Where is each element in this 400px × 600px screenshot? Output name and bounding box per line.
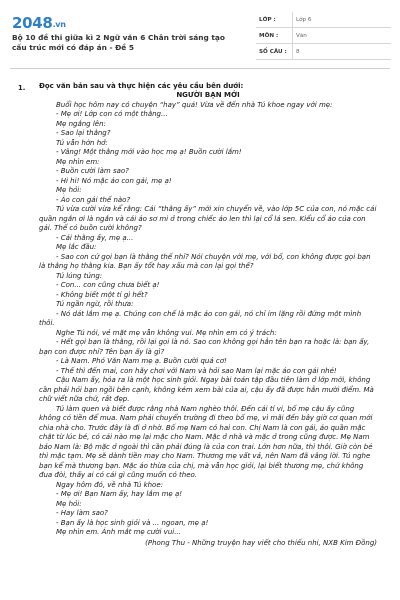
- site-logo[interactable]: [12, 14, 66, 32]
- story-paragraph: Mẹ hỏi:: [56, 499, 82, 508]
- document-title: Bộ 10 đề thi giữa kì 2 Ngữ văn 6 Chân trời sáng tạo cấu trúc mới có đáp án - Đề 5: [12, 33, 225, 52]
- story-paragraph: Mẹ nhìn em. Ánh mắt mẹ cười vui...: [56, 528, 181, 536]
- logo-text: 2048: [12, 14, 53, 32]
- question-body: [39, 82, 377, 548]
- meta-value: Văn: [293, 28, 392, 44]
- story-paragraph: - Sao lại thằng?: [56, 129, 111, 137]
- meta-label: MÔN :: [256, 28, 293, 44]
- story-paragraph: - Hi hi! Nó mặc áo con gái, mẹ ạ!: [56, 176, 172, 185]
- meta-value: 8: [293, 44, 392, 60]
- story-paragraph: - Là Nam. Phó Văn Nam mẹ ạ. Buồn cười quá cơ!: [56, 357, 227, 365]
- story-title: NGƯỜI BẠN MỚI: [176, 91, 240, 99]
- story-text: [39, 101, 377, 538]
- meta-label: SỐ CÂU :: [256, 44, 293, 60]
- story-paragraph: Tú làm quen và biết được rằng nhà Nam nghèo thôi. Đến cái tí vi, bố mẹ cậu ấy cũng không có tiền để mua. Nam phải chuyển trường đi theo bố mẹ, vì mãi đến bây giờ cơ quan mới chia nhà cho. Trước đây là đi ở nhờ. Bố mẹ Nam có hai con. Chị Nam là con gái, áo quần mặc chật từ lúc bé, có cái nào mẹ lại mặc cho Nam. Mặc ở nhà và mặc ở trong cũng được. Mẹ Nam bảo Nam là: Bộ mặc ở ngoài thì cần phải đúng là của con trai. Lớn hơn nữa, thì thôi. Giờ còn bé thì mặc tạm. Mẹ sẽ dành tiền may cho Nam. Thương mẹ vất vả, nên Nam đã vâng lời. Tú nghe bạn kể mà thương bạn. Mặc áo thừa của chị, mà vẫn học giỏi, lại biết thương mẹ, chứ không đua đòi, thấy ai có cái gì cũng muốn có theo.: [39, 404, 373, 479]
- story-paragraph: Tú lúng túng:: [56, 271, 103, 280]
- story-paragraph: - Hay làm sao?: [56, 509, 108, 517]
- story-paragraph: - Sao con cứ gọi bạn là thằng thế nhỉ? Nói chuyện với mẹ, với bố, con không được gọi bạn là thằng họ thằng kia. Bạn ấy tốt hay xấu mà con lại gọi thế?: [39, 252, 371, 270]
- question-prompt: Đọc văn bản sau và thực hiện các yêu cầu bên dưới:: [39, 82, 244, 90]
- story-paragraph: - Nó dát lắm mẹ ạ. Chúng con chế là mặc áo con gái, nó chỉ im lặng rồi đứng một mình thôi.: [39, 309, 362, 327]
- story-paragraph: Ngay hôm đó, về nhà Tú khoe:: [56, 480, 164, 489]
- story-paragraph: Tú vẫn hớn hở:: [56, 138, 108, 147]
- story-paragraph: - Bạn ấy là học sinh giỏi và ... ngoan, mẹ ạ!: [56, 518, 209, 527]
- meta-row-subject: [256, 28, 391, 44]
- story-paragraph: Mẹ ngắng lên:: [56, 119, 106, 128]
- story-paragraph: - Thế thì đến mai, con hãy chơi với Nam và hỏi sao Nam lại mặc áo con gái nhé!: [56, 366, 337, 375]
- story-paragraph: - Mẹ ơi! Bạn Nam ấy, hay lắm mẹ ạ!: [56, 490, 183, 498]
- story-paragraph: - Mẹ ơi! Lớp con có một thằng...: [56, 110, 168, 118]
- story-paragraph: Mẹ hỏi:: [56, 186, 82, 194]
- story-paragraph: - Hết gọi bạn là thằng, rồi lại gọi là nó. Sao con không gọi hẳn tên bạn ra hoặc là: bạn ấy, bạn con được nhỉ? Tên bạn ấy là gì?: [39, 338, 370, 356]
- story-paragraph: - Không biết một tí gì hết?: [56, 290, 148, 299]
- story-paragraph: Cậu Nam ấy, hóa ra là một học sinh giỏi. Ngay bài toán tập đầu tiên làm ở lớp mới, không cần phải hỏi bạn ngồi bên cạnh, không kém xem bài của ai, cậu ấy đã được hẳn mười điểm. Mà chữ viết nữa chứ, rất đẹp.: [39, 376, 374, 403]
- story-paragraph: Mẹ nhìn em:: [56, 157, 100, 166]
- meta-table: [256, 12, 391, 60]
- story-paragraph: - Cái thằng ấy, mẹ ạ...: [56, 233, 134, 242]
- meta-label: LỚP :: [256, 12, 293, 28]
- meta-value: Lớp 6: [293, 12, 392, 28]
- meta-row-class: [256, 12, 391, 28]
- story-paragraph: Tú vừa cười vừa kể rằng: Cái “thằng ấy” mới xin chuyển về, vào lớp 5C của con, nó mặc cái quần ngắn ơi là ngắn và cái áo sơ mi ở trong chiếc áo len thì lại cổ lá sen. Kiểu cổ áo của con gái. Thế có buồn cười không?: [39, 205, 377, 232]
- story-source: (Phong Thu - Những truyện hay viết cho thiếu nhi, NXB Kim Đồng): [145, 538, 377, 547]
- story-paragraph: Mẹ lắc đầu:: [56, 243, 97, 251]
- story-paragraph: - Vâng! Một thằng mới vào học mẹ ạ! Buồn cười lắm!: [56, 148, 242, 156]
- question-number: 1.: [18, 84, 26, 92]
- story-paragraph: - Buồn cười làm sao?: [56, 167, 129, 175]
- story-paragraph: Buổi học hôm nay có chuyện “hay” quá! Vừa về đến nhà Tú khoe ngay với mẹ:: [56, 100, 333, 109]
- story-paragraph: - Con... con cũng chưa biết ạ!: [56, 281, 160, 289]
- story-paragraph: Tú ngần ngừ, rồi thưa:: [56, 300, 134, 308]
- meta-row-question-count: [256, 44, 391, 60]
- story-paragraph: - Áo con gái thế nào?: [56, 195, 131, 204]
- header-divider: [10, 68, 390, 69]
- story-paragraph: Nghe Tú nói, vẻ mặt mẹ vẫn không vui. Mẹ nhìn em có ý trách:: [56, 328, 277, 337]
- logo-suffix: .vn: [52, 20, 66, 29]
